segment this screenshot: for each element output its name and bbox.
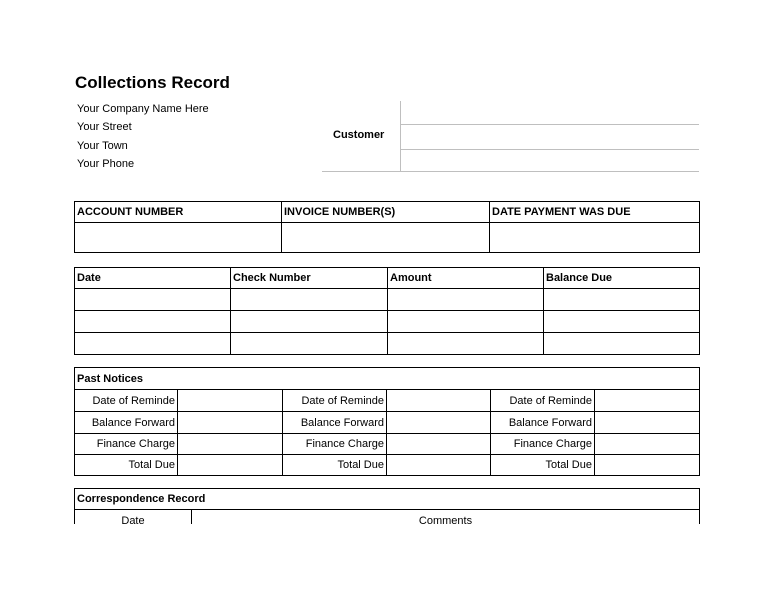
- past-notices-title: Past Notices: [75, 368, 700, 390]
- total-due-cell[interactable]: [595, 455, 700, 476]
- correspondence-comments-header: Comments: [192, 510, 700, 525]
- amount-cell[interactable]: [388, 311, 544, 333]
- reminder-date-cell[interactable]: [387, 390, 491, 412]
- finance-charge-label: Finance Charge: [75, 434, 178, 455]
- check-number-cell[interactable]: [231, 289, 388, 311]
- date-payment-due-header: DATE PAYMENT WAS DUE: [490, 202, 700, 223]
- check-number-header: Check Number: [231, 268, 388, 289]
- finance-charge-cell[interactable]: [178, 434, 283, 455]
- finance-charge-label: Finance Charge: [283, 434, 387, 455]
- balance-forward-label: Balance Forward: [491, 412, 595, 434]
- balance-forward-cell[interactable]: [387, 412, 491, 434]
- invoice-numbers-header: INVOICE NUMBER(S): [282, 202, 490, 223]
- customer-label: Customer: [333, 129, 385, 141]
- correspondence-table: [74, 488, 700, 524]
- total-due-cell[interactable]: [178, 455, 283, 476]
- reminder-date-cell[interactable]: [595, 390, 700, 412]
- balance-due-header: Balance Due: [544, 268, 700, 289]
- check-number-cell[interactable]: [231, 311, 388, 333]
- date-payment-due-cell[interactable]: [490, 223, 700, 253]
- past-notices-table: [74, 367, 700, 476]
- balance-due-cell[interactable]: [544, 333, 700, 355]
- total-due-cell[interactable]: [387, 455, 491, 476]
- invoice-numbers-cell[interactable]: [282, 223, 490, 253]
- payment-date-cell[interactable]: [75, 311, 231, 333]
- reminder-date-label: Date of Reminde: [75, 390, 178, 412]
- total-due-label: Total Due: [283, 455, 387, 476]
- correspondence-date-header: Date: [75, 510, 192, 525]
- check-number-cell[interactable]: [231, 333, 388, 355]
- balance-forward-cell[interactable]: [595, 412, 700, 434]
- account-table: [74, 201, 700, 253]
- total-due-label: Total Due: [75, 455, 178, 476]
- customer-divider: [400, 101, 401, 171]
- correspondence-wrapper: [74, 488, 700, 524]
- balance-due-cell[interactable]: [544, 311, 700, 333]
- date-header: Date: [75, 268, 231, 289]
- finance-charge-label: Finance Charge: [491, 434, 595, 455]
- reminder-date-label: Date of Reminde: [283, 390, 387, 412]
- amount-cell[interactable]: [388, 289, 544, 311]
- payments-table: [74, 267, 700, 355]
- balance-due-cell[interactable]: [544, 289, 700, 311]
- customer-line-2[interactable]: [401, 149, 699, 150]
- customer-line-1[interactable]: [401, 124, 699, 125]
- balance-forward-label: Balance Forward: [283, 412, 387, 434]
- reminder-date-cell[interactable]: [178, 390, 283, 412]
- company-town: Your Town: [77, 140, 128, 152]
- payment-date-cell[interactable]: [75, 289, 231, 311]
- correspondence-title: Correspondence Record: [75, 489, 700, 510]
- company-name: Your Company Name Here: [77, 103, 209, 115]
- amount-header: Amount: [388, 268, 544, 289]
- finance-charge-cell[interactable]: [595, 434, 700, 455]
- account-number-header: ACCOUNT NUMBER: [75, 202, 282, 223]
- amount-cell[interactable]: [388, 333, 544, 355]
- page-title: Collections Record: [75, 73, 230, 92]
- balance-forward-cell[interactable]: [178, 412, 283, 434]
- customer-line-3[interactable]: [322, 171, 699, 172]
- payment-date-cell[interactable]: [75, 333, 231, 355]
- company-street: Your Street: [77, 121, 132, 133]
- total-due-label: Total Due: [491, 455, 595, 476]
- finance-charge-cell[interactable]: [387, 434, 491, 455]
- account-number-cell[interactable]: [75, 223, 282, 253]
- reminder-date-label: Date of Reminde: [491, 390, 595, 412]
- company-phone: Your Phone: [77, 158, 135, 170]
- balance-forward-label: Balance Forward: [75, 412, 178, 434]
